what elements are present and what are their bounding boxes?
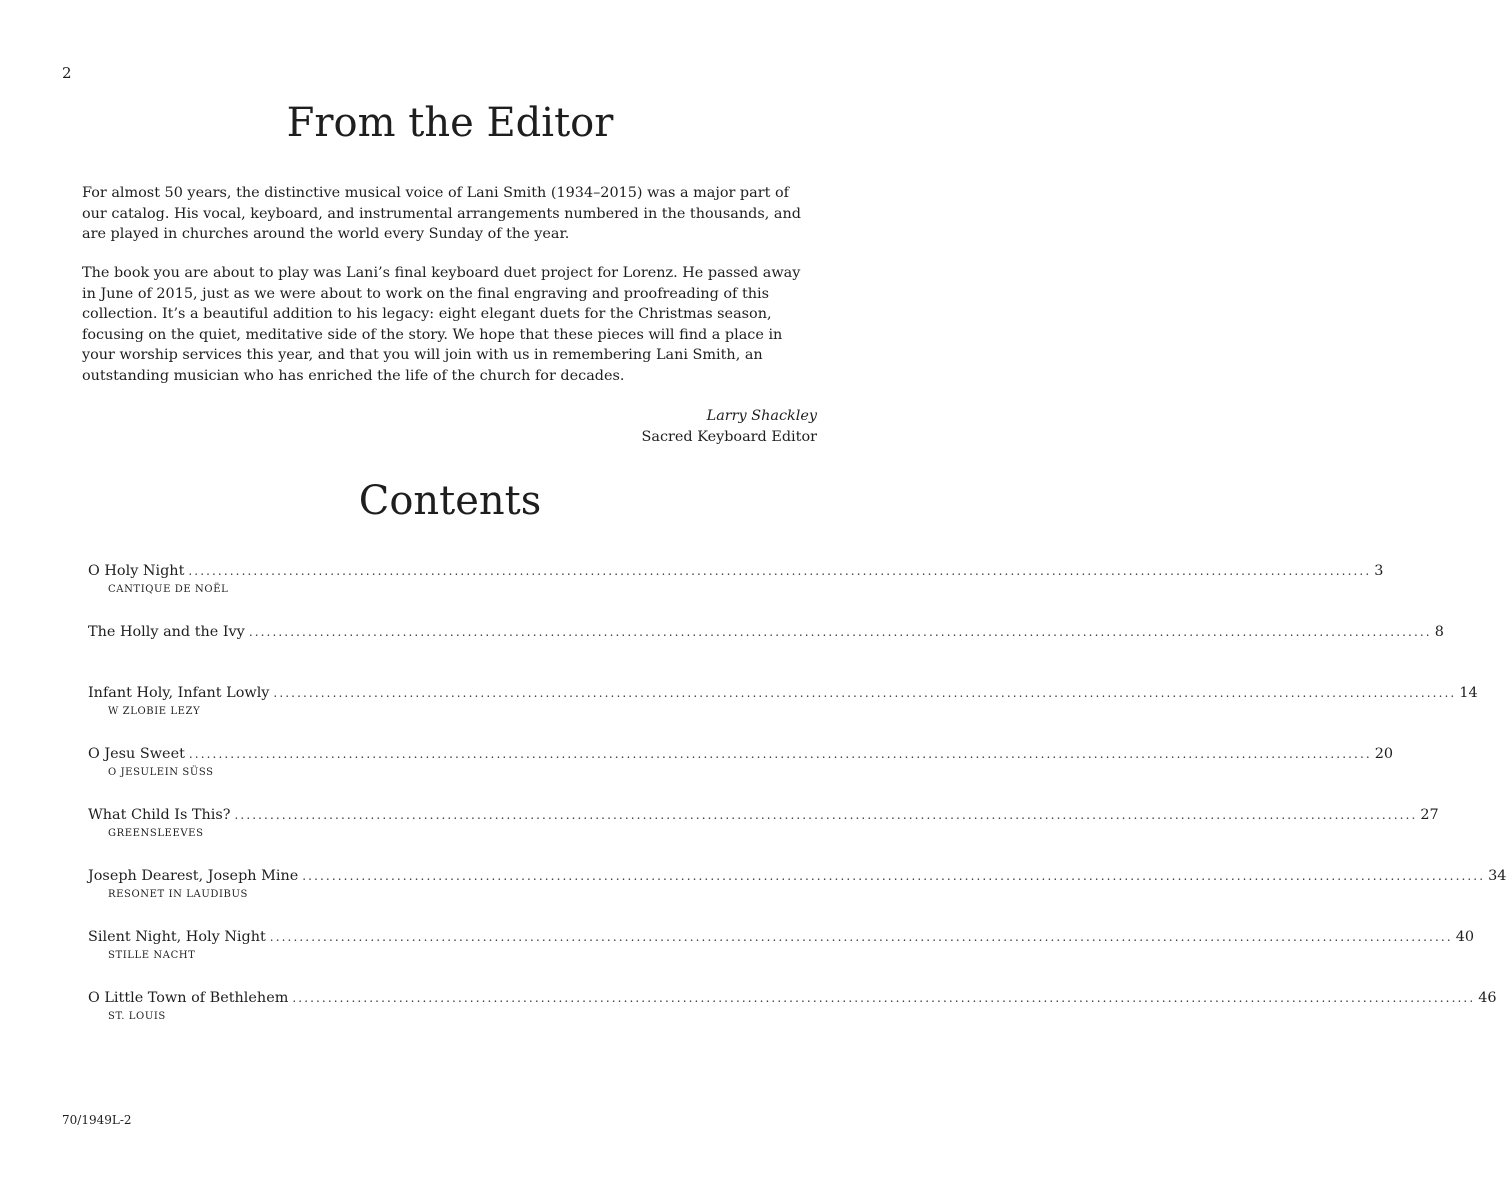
- toc-entry[interactable]: [88, 684, 1478, 745]
- toc-entry[interactable]: [88, 989, 1497, 1050]
- table-of-contents: [88, 562, 1506, 1050]
- contents-heading: Contents: [358, 478, 542, 524]
- toc-entry-title: What Child Is This?: [88, 807, 231, 823]
- toc-entry-title: The Holly and the Ivy: [88, 624, 245, 640]
- dot-leader: ........................................................................................................................................................................................................: [273, 686, 1457, 700]
- editor-signature: [642, 406, 817, 448]
- toc-entry-title: Joseph Dearest, Joseph Mine: [88, 868, 299, 884]
- toc-entry-tune: RESONET IN LAUDIBUS: [108, 889, 248, 900]
- dot-leader: ........................................................................................................................................................................................................: [269, 930, 1453, 944]
- toc-entry[interactable]: [88, 562, 1384, 623]
- editor-paragraph-2: The book you are about to play was Lani’s final keyboard duet project for Lorenz. He passed away in June of 2015, just as we were about to work on the final engraving and proofreading of this collection. It’s a beautiful addition to his legacy: eight elegant duets for the Christmas season, focusing on the quiet, meditative side of the story. We hope that these pieces will find a place in your worship services this year, and that you will join with us in remembering Lani Smith, an outstanding musician who has enriched the life of the church for decades.: [82, 265, 801, 384]
- toc-entry-tune: STILLE NACHT: [108, 950, 196, 961]
- toc-entry-page: 8: [1434, 624, 1444, 640]
- toc-entry-page: 14: [1459, 685, 1478, 701]
- dot-leader: ........................................................................................................................................................................................................: [234, 808, 1418, 822]
- toc-entry-title: Infant Holy, Infant Lowly: [88, 685, 270, 701]
- toc-entry[interactable]: [88, 745, 1394, 806]
- toc-entry-tune: GREENSLEEVES: [108, 828, 204, 839]
- dot-leader: ........................................................................................................................................................................................................: [292, 991, 1476, 1005]
- dot-leader: ........................................................................................................................................................................................................: [302, 869, 1486, 883]
- page-number: 2: [62, 64, 72, 82]
- editor-heading: From the Editor: [286, 100, 614, 146]
- toc-entry-title: O Little Town of Bethlehem: [88, 990, 289, 1006]
- toc-entry-title: O Holy Night: [88, 563, 185, 579]
- toc-entry-page: 3: [1374, 563, 1384, 579]
- toc-entry-tune: O JESULEIN SÜSS: [108, 767, 214, 778]
- toc-entry-page: 46: [1478, 990, 1497, 1006]
- toc-entry[interactable]: [88, 867, 1506, 928]
- toc-entry-tune: CANTIQUE DE NOËL: [108, 584, 229, 595]
- signature-name: Larry Shackley: [706, 408, 817, 424]
- editor-paragraph-1: For almost 50 years, the distinctive musical voice of Lani Smith (1934–2015) was a major part of our catalog. His vocal, keyboard, and instrumental arrangements numbered in the thousands, and are played in churches around the world every Sunday of the year.: [82, 185, 801, 242]
- dot-leader: ........................................................................................................................................................................................................: [188, 564, 1372, 578]
- toc-entry-title: Silent Night, Holy Night: [88, 929, 266, 945]
- footer-catalog-code: 70/1949L-2: [62, 1113, 132, 1127]
- toc-entry[interactable]: [88, 806, 1439, 867]
- toc-entry-page: 40: [1455, 929, 1474, 945]
- toc-entry-page: 20: [1374, 746, 1394, 762]
- toc-entry-tune: W ZLOBIE LEZY: [108, 706, 201, 717]
- toc-entry-page: 34: [1488, 868, 1506, 884]
- dot-leader: ........................................................................................................................................................................................................: [188, 747, 1372, 761]
- toc-entry-tune: ST. LOUIS: [108, 1011, 166, 1022]
- toc-entry[interactable]: [88, 928, 1474, 989]
- toc-entry[interactable]: [88, 623, 1444, 684]
- signature-title: Sacred Keyboard Editor: [641, 429, 817, 445]
- toc-entry-title: O Jesu Sweet: [88, 746, 185, 762]
- dot-leader: ........................................................................................................................................................................................................: [248, 625, 1432, 639]
- toc-entry-page: 27: [1420, 807, 1439, 823]
